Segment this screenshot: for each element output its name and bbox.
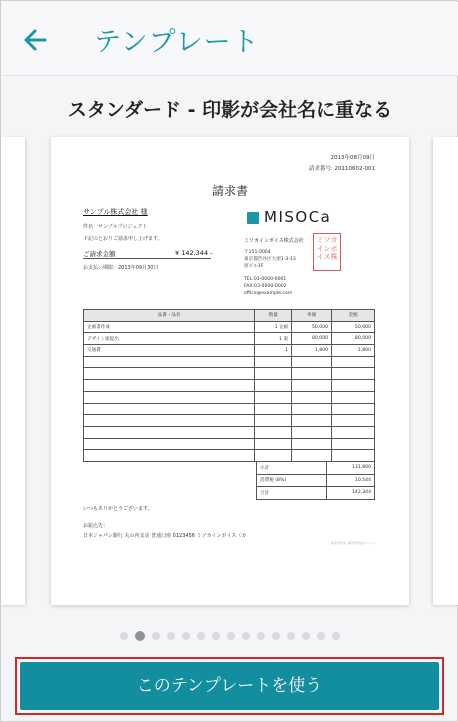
invoice-subject: 件名：サンプルプロジェクト: [83, 224, 148, 230]
total-label: ご請求金額: [83, 250, 116, 258]
empty-cell: [255, 450, 292, 462]
use-template-button[interactable]: このテンプレートを使う: [20, 662, 439, 710]
empty-cell: [255, 438, 292, 450]
page-dot[interactable]: [302, 632, 310, 640]
page-title: テンプレート: [94, 27, 260, 58]
issuer-contact-line: TEL:03-0000-0001: [244, 277, 287, 282]
subtotal-value: 131,800: [327, 462, 375, 475]
empty-cell: [255, 403, 292, 415]
page-dot[interactable]: [197, 632, 205, 640]
empty-cell: [332, 356, 375, 368]
empty-cell: [332, 380, 375, 392]
page-indicator: [1, 631, 458, 641]
tax-value: 10,544: [327, 474, 375, 487]
empty-cell: [84, 415, 255, 427]
empty-cell: [84, 391, 255, 403]
invoice-date: 2013年08月09日: [330, 155, 375, 161]
item-name: 企画書作成: [84, 321, 255, 333]
customer-name: サンプル株式会社 様: [83, 208, 148, 216]
empty-cell: [84, 450, 255, 462]
previous-template-card[interactable]: [1, 137, 25, 605]
table-header-row: [84, 310, 375, 322]
due-date: お支払い期限：2013年09月30日: [83, 265, 159, 271]
col-header-price: 単価: [292, 310, 332, 322]
item-name: デザイン案提出: [84, 333, 255, 345]
empty-cell: [292, 380, 332, 392]
misoca-logo: [247, 209, 337, 227]
table-row: [84, 333, 375, 345]
item-amount: 1,800: [332, 345, 375, 357]
invoice-preview: [51, 137, 409, 605]
empty-cell: [255, 391, 292, 403]
item-qty: 1 企画: [255, 321, 292, 333]
page-dot[interactable]: [227, 632, 235, 640]
total-underline: [83, 258, 211, 259]
empty-cell: [292, 426, 332, 438]
page-dot[interactable]: [332, 632, 340, 640]
grand-total-value: 142,344: [327, 487, 375, 500]
page-dot[interactable]: [212, 632, 220, 640]
logo-mark-icon: [247, 212, 259, 224]
page-dot[interactable]: [120, 632, 128, 640]
subtotal-label: 小計: [257, 462, 327, 475]
issuer-contact-line: office@example.com: [244, 291, 293, 296]
empty-cell: [84, 438, 255, 450]
empty-cell: [255, 415, 292, 427]
template-name: スタンダード - 印影が会社名に重なる: [67, 99, 393, 121]
items-table: [83, 309, 375, 462]
issuer-address-line: 原ビル1F: [244, 264, 264, 269]
bank-label: お振込先：: [83, 523, 109, 529]
issuer-contact-line: FAX:03-0000-0002: [244, 284, 287, 289]
empty-cell: [332, 415, 375, 427]
empty-cell: [292, 415, 332, 427]
empty-cell: [84, 368, 255, 380]
page-dot[interactable]: [242, 632, 250, 640]
page-dot[interactable]: [152, 632, 160, 640]
item-amount: 80,000: [332, 333, 375, 345]
empty-table-row: [84, 356, 375, 368]
total-value: ¥ 142,344 -: [175, 249, 213, 257]
grand-total-row: [257, 487, 375, 500]
empty-cell: [292, 368, 332, 380]
item-price: 80,000: [292, 333, 332, 345]
empty-cell: [332, 438, 375, 450]
col-header-amount: 金額: [332, 310, 375, 322]
empty-table-row: [84, 438, 375, 450]
empty-table-row: [84, 380, 375, 392]
template-preview-card[interactable]: [51, 137, 409, 605]
tax-label: 消費税 (8%): [257, 474, 327, 487]
page-dot[interactable]: [182, 632, 190, 640]
page-dot[interactable]: [272, 632, 280, 640]
empty-cell: [332, 403, 375, 415]
invoice-number: 請求番号: 20110602-001: [308, 166, 375, 172]
empty-table-row: [84, 415, 375, 427]
issuer-address-line: 東京都渋谷区大須1-3-13: [244, 257, 296, 262]
empty-cell: [84, 426, 255, 438]
empty-cell: [84, 403, 255, 415]
empty-cell: [292, 450, 332, 462]
empty-table-row: [84, 368, 375, 380]
next-template-card[interactable]: [433, 137, 458, 605]
tax-row: [257, 474, 375, 487]
issuer-company: ミソカインボイス株式会社: [244, 238, 304, 244]
page-dot[interactable]: [317, 632, 325, 640]
back-button[interactable]: [18, 22, 54, 58]
empty-cell: [292, 356, 332, 368]
empty-cell: [255, 356, 292, 368]
item-name: 交通費: [84, 345, 255, 357]
empty-table-row: [84, 403, 375, 415]
empty-cell: [255, 368, 292, 380]
empty-cell: [332, 368, 375, 380]
bank-details: 日本ジャパン銀行 丸の内支店 普通口座 0123456 ミソカインボイス（カ: [83, 533, 247, 539]
arrow-left-icon: [18, 22, 54, 58]
table-row: [84, 345, 375, 357]
logo-text: MISOCa: [264, 208, 332, 226]
grand-total-label: 合計: [257, 487, 327, 500]
footnote: 請求書作成: 請求書作成サービス: [331, 541, 375, 545]
page-dot-active[interactable]: [135, 631, 145, 641]
col-header-qty: 数量: [255, 310, 292, 322]
empty-cell: [292, 391, 332, 403]
subtotal-row: [257, 462, 375, 475]
invoice-title: 請求書: [211, 184, 248, 198]
empty-cell: [332, 450, 375, 462]
empty-cell: [255, 380, 292, 392]
item-qty: 1: [255, 345, 292, 357]
empty-cell: [332, 426, 375, 438]
invoice-lead: 下記のとおりご請求申し上げます。: [83, 236, 163, 242]
empty-table-row: [84, 426, 375, 438]
empty-table-row: [84, 450, 375, 462]
app-bar: [2, 2, 458, 76]
page-dot[interactable]: [167, 632, 175, 640]
empty-cell: [292, 438, 332, 450]
page-dot[interactable]: [257, 632, 265, 640]
item-price: 1,800: [292, 345, 332, 357]
summary-table: [256, 461, 375, 500]
table-row: [84, 321, 375, 333]
empty-cell: [332, 391, 375, 403]
issuer-address-line: 〒151-0064: [244, 250, 271, 255]
empty-cell: [292, 403, 332, 415]
page-dot[interactable]: [287, 632, 295, 640]
item-amount: 50,000: [332, 321, 375, 333]
empty-cell: [84, 380, 255, 392]
col-header-item: 品番・品名: [84, 310, 255, 322]
thanks-note: いつもありがとうございます。: [83, 506, 153, 512]
empty-table-row: [84, 391, 375, 403]
company-seal: ミソカ インボ イス株: [313, 233, 341, 271]
item-qty: 1 案: [255, 333, 292, 345]
empty-cell: [84, 356, 255, 368]
empty-cell: [255, 426, 292, 438]
item-price: 50,000: [292, 321, 332, 333]
